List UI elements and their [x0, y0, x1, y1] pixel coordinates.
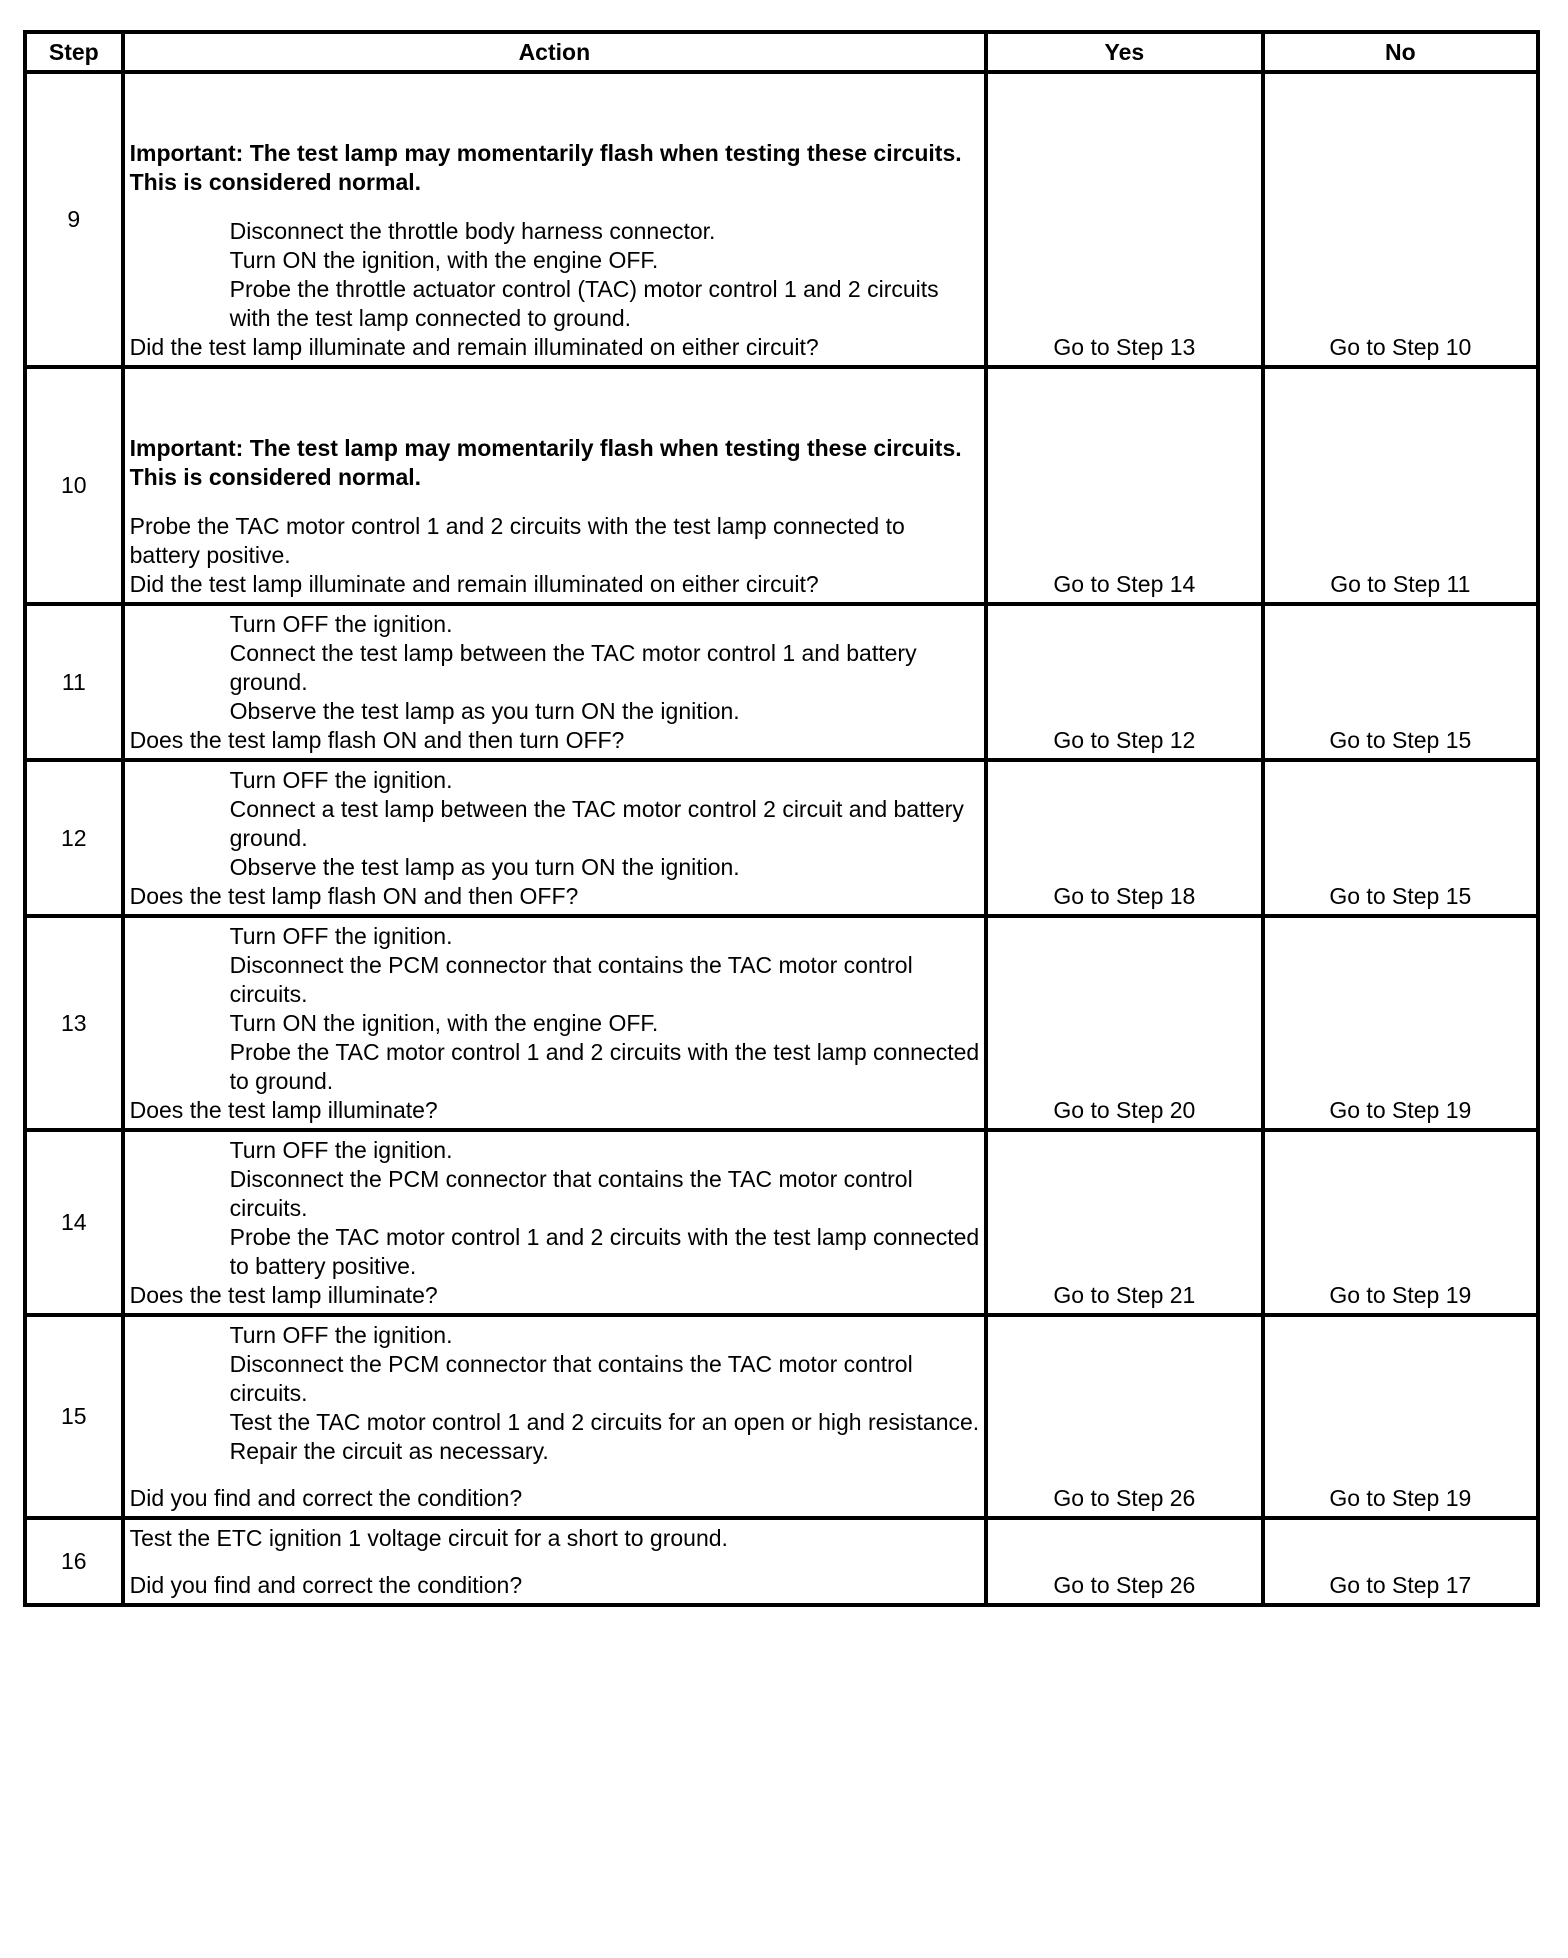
yes-result: Go to Step 14: [986, 367, 1263, 604]
step-number: 11: [25, 604, 123, 760]
action-text: Probe the TAC motor control 1 and 2 circuits with the test lamp connected to battery positive.: [129, 513, 905, 568]
action-question: Does the test lamp illuminate?: [129, 1097, 438, 1123]
no-result: Go to Step 17: [1263, 1518, 1538, 1605]
action-steps: [130, 762, 980, 882]
table-header-row: [25, 32, 1538, 72]
no-result: Go to Step 15: [1263, 760, 1538, 916]
action-step: Turn OFF the ignition.: [229, 1322, 453, 1348]
yes-result: Go to Step 26: [986, 1315, 1263, 1518]
table-row: [25, 1518, 1538, 1605]
action-cell: [123, 367, 986, 604]
diagnostic-table: [23, 30, 1540, 1607]
yes-result: Go to Step 26: [986, 1518, 1263, 1605]
step-number: 10: [25, 367, 123, 604]
action-step: Connect the test lamp between the TAC motor control 1 and battery ground.: [229, 640, 917, 695]
step-number: 12: [25, 760, 123, 916]
action-question: Did you find and correct the condition?: [129, 1485, 523, 1511]
important-note: Important: The test lamp may momentarily flash when testing these circuits. This is considered normal.: [129, 140, 962, 195]
action-steps: [130, 918, 980, 1096]
action-step: Observe the test lamp as you turn ON the ignition.: [229, 854, 740, 880]
yes-result: Go to Step 20: [986, 916, 1263, 1130]
action-cell: [123, 1518, 986, 1605]
table-row: [25, 1130, 1538, 1315]
table-row: [25, 760, 1538, 916]
action-cell: [123, 1130, 986, 1315]
step-number: 9: [25, 72, 123, 367]
action-cell: [123, 760, 986, 916]
step-number: 14: [25, 1130, 123, 1315]
action-steps: [130, 1132, 980, 1281]
action-question: Did the test lamp illuminate and remain illuminated on either circuit?: [129, 334, 819, 360]
action-step: Disconnect the PCM connector that contains the TAC motor control circuits.: [229, 1351, 913, 1406]
no-result: Go to Step 11: [1263, 367, 1538, 604]
no-result: Go to Step 19: [1263, 1130, 1538, 1315]
action-step: Disconnect the throttle body harness connector.: [229, 218, 716, 244]
no-result: Go to Step 10: [1263, 72, 1538, 367]
action-question: Does the test lamp illuminate?: [129, 1282, 438, 1308]
header-yes: Yes: [986, 32, 1263, 72]
yes-result: Go to Step 21: [986, 1130, 1263, 1315]
action-step: Test the TAC motor control 1 and 2 circuits for an open or high resistance.: [229, 1409, 980, 1435]
step-number: 16: [25, 1518, 123, 1605]
table-row: [25, 367, 1538, 604]
action-steps: [130, 606, 980, 726]
yes-result: Go to Step 18: [986, 760, 1263, 916]
no-result: Go to Step 19: [1263, 1315, 1538, 1518]
header-no: No: [1263, 32, 1538, 72]
yes-result: Go to Step 12: [986, 604, 1263, 760]
table-row: [25, 916, 1538, 1130]
table-row: [25, 604, 1538, 760]
step-number: 13: [25, 916, 123, 1130]
action-steps: [130, 1317, 980, 1466]
action-question: Does the test lamp flash ON and then turn OFF?: [129, 727, 625, 753]
action-cell: [123, 604, 986, 760]
action-step: Turn OFF the ignition.: [229, 923, 453, 949]
action-step: Probe the TAC motor control 1 and 2 circuits with the test lamp connected to ground.: [229, 1039, 980, 1094]
step-number: 15: [25, 1315, 123, 1518]
table-row: [25, 1315, 1538, 1518]
action-step: Turn OFF the ignition.: [229, 767, 453, 793]
header-step: Step: [25, 32, 123, 72]
important-note: Important: The test lamp may momentarily flash when testing these circuits. This is considered normal.: [129, 435, 962, 490]
action-step: Disconnect the PCM connector that contains the TAC motor control circuits.: [229, 952, 913, 1007]
no-result: Go to Step 15: [1263, 604, 1538, 760]
action-question: Did the test lamp illuminate and remain illuminated on either circuit?: [129, 571, 819, 597]
action-question: Does the test lamp flash ON and then OFF?: [129, 883, 579, 909]
action-cell: [123, 1315, 986, 1518]
action-text: Test the ETC ignition 1 voltage circuit for a short to ground.: [129, 1525, 728, 1551]
action-step: Repair the circuit as necessary.: [229, 1438, 549, 1464]
action-steps: [130, 217, 980, 333]
action-step: Turn ON the ignition, with the engine OFF.: [229, 247, 659, 273]
action-step: Turn OFF the ignition.: [229, 611, 453, 637]
action-step: Turn OFF the ignition.: [229, 1137, 453, 1163]
table-row: [25, 72, 1538, 367]
action-step: Probe the throttle actuator control (TAC) motor control 1 and 2 circuits with the test lamp connected to ground.: [229, 276, 939, 331]
no-result: Go to Step 19: [1263, 916, 1538, 1130]
header-action: Action: [123, 32, 986, 72]
action-step: Probe the TAC motor control 1 and 2 circuits with the test lamp connected to battery positive.: [229, 1224, 980, 1279]
yes-result: Go to Step 13: [986, 72, 1263, 367]
action-step: Turn ON the ignition, with the engine OFF.: [229, 1010, 659, 1036]
action-cell: [123, 72, 986, 367]
action-question: Did you find and correct the condition?: [129, 1572, 523, 1598]
action-step: Observe the test lamp as you turn ON the ignition.: [229, 698, 740, 724]
action-step: Disconnect the PCM connector that contains the TAC motor control circuits.: [229, 1166, 913, 1221]
action-step: Connect a test lamp between the TAC motor control 2 circuit and battery ground.: [229, 796, 964, 851]
action-cell: [123, 916, 986, 1130]
